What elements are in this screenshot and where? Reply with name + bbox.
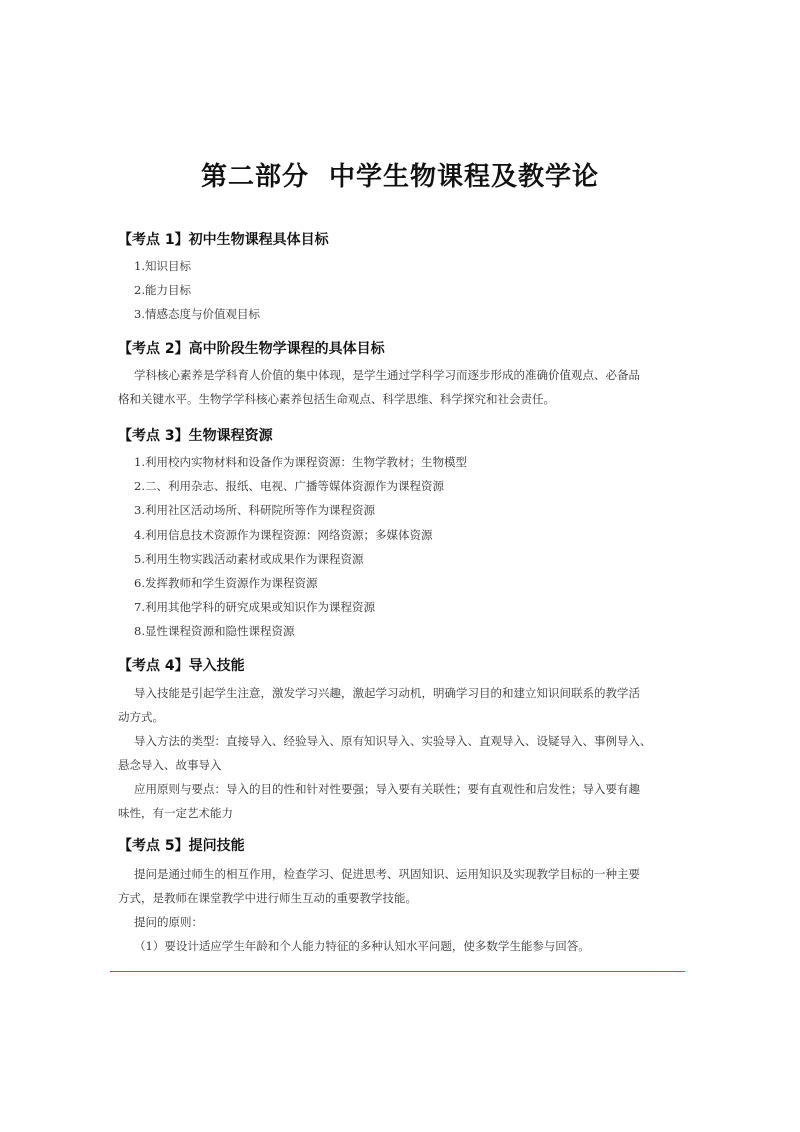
list-item: 6.发挥教师和学生资源作为课程资源 xyxy=(134,576,318,590)
paragraph-line: 提问的原则： xyxy=(134,915,203,929)
list-item: 8.显性课程资源和隐性课程资源 xyxy=(134,624,295,638)
list-item: 1.利用校内实物材料和设备作为课程资源：生物学教材；生物模型 xyxy=(134,455,467,469)
section-heading-1: 【考点 1】初中生物课程具体目标 xyxy=(118,232,329,248)
paragraph-line: 学科核心素养是学科育人价值的集中体现，是学生通过学科学习而逐步形成的准确价值观点、必备品 xyxy=(134,368,640,382)
list-item: 2.二、利用杂志、报纸、电视、广播等媒体资源作为课程资源 xyxy=(134,479,444,493)
paragraph-line: 动方式。 xyxy=(118,710,164,724)
list-item: 3.情感态度与价值观目标 xyxy=(134,307,260,321)
paragraph-line: 方式，是教师在课堂教学中进行师生互动的重要教学技能。 xyxy=(118,891,417,905)
paragraph-line: 应用原则与要点：导入的目的性和针对性要强；导入要有关联性；要有直观性和启发性；导入要有趣 xyxy=(134,782,640,796)
list-item: 1.知识目标 xyxy=(134,259,191,273)
list-item: 7.利用其他学科的研究成果或知识作为课程资源 xyxy=(134,600,375,614)
paragraph-line: 导入方法的类型：直接导入、经验导入、原有知识导入、实验导入、直观导入、设疑导入、事例导入、 xyxy=(134,734,652,748)
list-item: 3.利用社区活动场所、科研院所等作为课程资源 xyxy=(134,503,375,517)
list-item: 2.能力目标 xyxy=(134,283,191,297)
list-item: 4.利用信息技术资源作为课程资源：网络资源；多媒体资源 xyxy=(134,528,433,542)
paragraph-line: （1）要设计适应学生年龄和个人能力特征的多种认知水平问题，使多数学生能参与回答。 xyxy=(134,939,590,953)
section-heading-2: 【考点 2】高中阶段生物学课程的具体目标 xyxy=(118,341,385,357)
section-heading-4: 【考点 4】导入技能 xyxy=(118,658,245,674)
page-title: 第二部分 中学生物课程及教学论 xyxy=(200,162,600,192)
paragraph-line: 提问是通过师生的相互作用，检查学习、促进思考、巩固知识、运用知识及实现教学目标的一种主要 xyxy=(134,867,640,881)
paragraph-line: 味性，有一定艺术能力 xyxy=(118,806,233,820)
list-item: 5.利用生物实践活动素材或成果作为课程资源 xyxy=(134,552,364,566)
paragraph-line: 悬念导入、故事导入 xyxy=(118,758,222,772)
footer-divider xyxy=(110,971,685,972)
paragraph-line: 格和关键水平。生物学学科核心素养包括生命观点、科学思维、科学探究和社会责任。 xyxy=(118,392,555,406)
section-heading-5: 【考点 5】提问技能 xyxy=(118,838,245,854)
paragraph-line: 导入技能是引起学生注意，激发学习兴趣，激起学习动机，明确学习目的和建立知识间联系的教学活 xyxy=(134,686,640,700)
section-heading-3: 【考点 3】生物课程资源 xyxy=(118,428,273,444)
